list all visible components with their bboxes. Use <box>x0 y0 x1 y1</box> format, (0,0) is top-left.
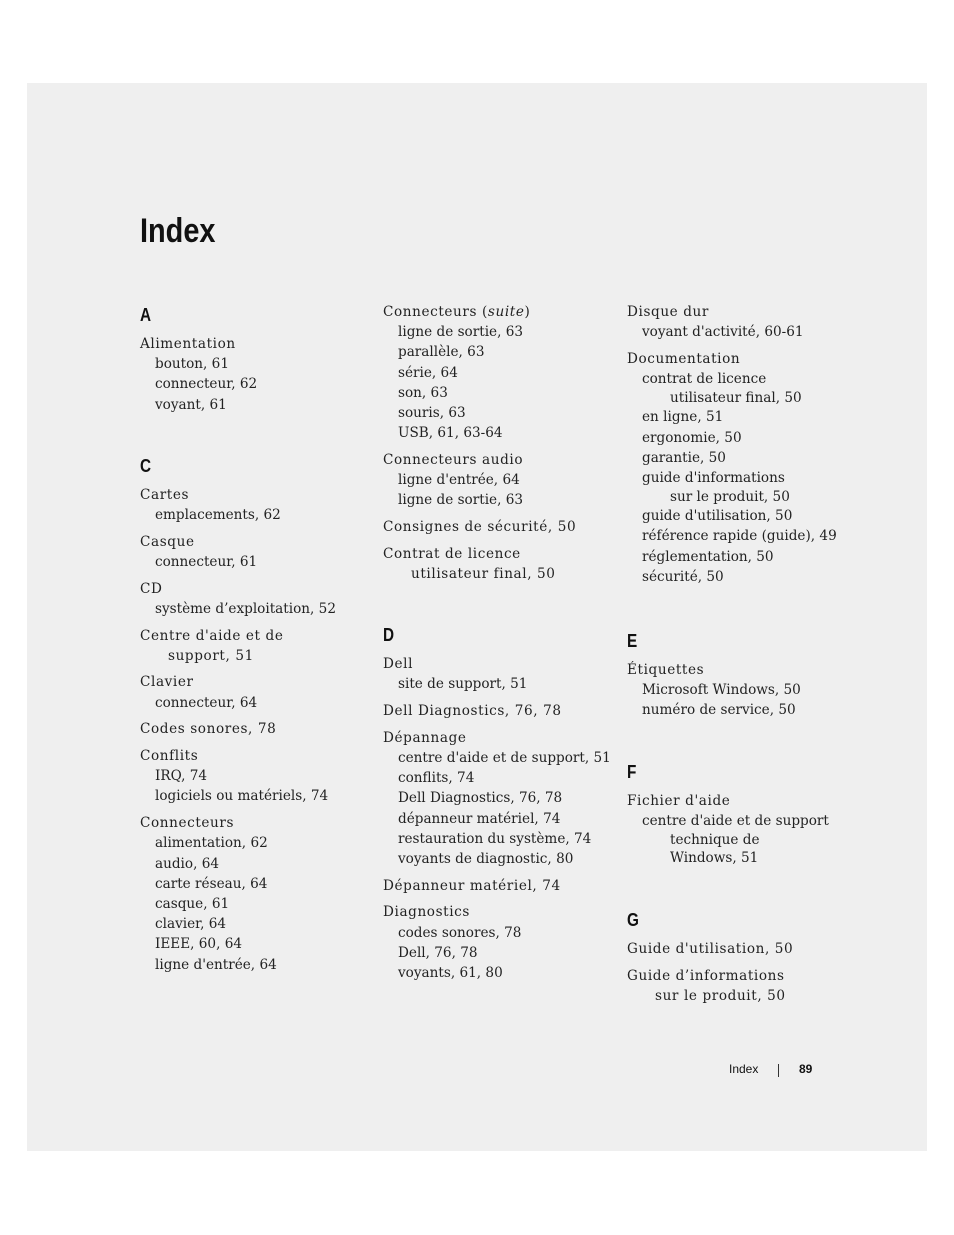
index-subentry: conflits, 74 <box>398 770 475 787</box>
index-entry: Étiquettes <box>627 661 705 678</box>
index-subentry: dépanneur matériel, 74 <box>398 810 561 827</box>
index-subentry: Dell Diagnostics, 76, 78 <box>398 790 563 807</box>
index-subentry: en ligne, 51 <box>642 409 724 426</box>
index-subentry: ligne d'entrée, 64 <box>398 472 520 489</box>
index-subentry: système d’exploitation, 52 <box>155 600 336 617</box>
index-entry: Consignes de sécurité, 50 <box>383 519 577 536</box>
index-subentry: carte réseau, 64 <box>155 875 268 892</box>
index-subentry: Microsoft Windows, 50 <box>642 682 801 699</box>
index-subentry-continued: Windows, 51 <box>670 849 759 866</box>
index-subentry: voyant, 61 <box>155 396 227 413</box>
index-subentry: audio, 64 <box>155 855 220 872</box>
index-subentry: Dell, 76, 78 <box>398 944 478 961</box>
index-subentry: numéro de service, 50 <box>642 702 796 719</box>
index-entry: Fichier d'aide <box>627 792 731 809</box>
index-subentry: IRQ, 74 <box>155 768 208 785</box>
index-entry-label: ) <box>524 304 531 320</box>
index-subentry-continued: technique de <box>670 831 760 848</box>
index-subentry: voyants de diagnostic, 80 <box>398 850 574 867</box>
index-subentry: voyant d'activité, 60-61 <box>642 324 804 341</box>
index-subentry: ligne de sortie, 63 <box>398 324 524 341</box>
index-subentry: série, 64 <box>398 364 458 381</box>
index-subentry: contrat de licence <box>642 371 767 388</box>
section-letter-d: D <box>383 625 395 646</box>
index-column-3 <box>627 300 867 1006</box>
section-letter-f: F <box>627 761 637 782</box>
index-subentry-continued: sur le produit, 50 <box>670 489 790 506</box>
index-entry: Dépanneur matériel, 74 <box>383 877 561 894</box>
index-entry: Clavier <box>140 674 194 691</box>
index-subentry: garantie, 50 <box>642 449 726 466</box>
index-subentry: centre d'aide et de support, 51 <box>398 749 611 766</box>
section-letter-c: C <box>140 455 152 476</box>
index-subentry: IEEE, 60, 64 <box>155 936 243 953</box>
footer-section-label: Index <box>729 1062 759 1076</box>
index-entry-continued: utilisateur final, 50 <box>411 565 556 582</box>
index-subentry: référence rapide (guide), 49 <box>642 528 837 545</box>
index-entry: Centre d'aide et de <box>140 627 284 644</box>
index-subentry: connecteur, 61 <box>155 553 258 570</box>
index-entry: Contrat de licence <box>383 545 521 562</box>
index-entry: Cartes <box>140 486 190 503</box>
index-subentry: logiciels ou matériels, 74 <box>155 788 329 805</box>
index-subentry: ligne de sortie, 63 <box>398 492 524 509</box>
index-subentry: réglementation, 50 <box>642 548 774 565</box>
index-subentry-continued: utilisateur final, 50 <box>670 390 802 407</box>
index-entry: Connecteurs audio <box>383 451 524 468</box>
index-entry: Diagnostics <box>383 904 470 921</box>
index-entry: Conflits <box>140 748 199 765</box>
index-subentry: bouton, 61 <box>155 356 229 373</box>
index-subentry: guide d'utilisation, 50 <box>642 508 793 525</box>
page-title: Index <box>140 212 216 250</box>
index-subentry: sécurité, 50 <box>642 568 724 585</box>
index-subentry: voyants, 61, 80 <box>398 964 503 981</box>
index-entry: Codes sonores, 78 <box>140 721 277 738</box>
index-entry-label: Connecteurs ( <box>383 304 488 320</box>
index-entry: Casque <box>140 533 195 550</box>
index-entry: Guide d'utilisation, 50 <box>627 940 794 957</box>
index-subentry: codes sonores, 78 <box>398 924 522 941</box>
index-entry: CD <box>140 580 163 597</box>
index-subentry: connecteur, 64 <box>155 694 258 711</box>
section-letter-e: E <box>627 630 638 651</box>
index-column-1 <box>140 300 380 975</box>
index-entry: Documentation <box>627 350 741 367</box>
section-letter-a: A <box>140 305 152 325</box>
suite-label: suite <box>487 304 525 320</box>
index-entry: Dell <box>383 656 414 673</box>
index-column-2 <box>383 300 623 983</box>
index-subentry: son, 63 <box>398 384 448 401</box>
index-entry-continued-header <box>383 302 623 322</box>
index-entry: Alimentation <box>140 336 236 352</box>
index-entry: Connecteurs <box>140 815 235 832</box>
index-entry: Dell Diagnostics, 76, 78 <box>383 703 562 720</box>
footer-divider <box>778 1064 779 1077</box>
index-subentry: connecteur, 62 <box>155 376 258 393</box>
index-subentry: centre d'aide et de support <box>642 812 829 829</box>
index-subentry: souris, 63 <box>398 405 466 422</box>
section-letter-g: G <box>627 909 639 930</box>
page-number: 89 <box>799 1062 813 1076</box>
index-subentry: parallèle, 63 <box>398 344 485 361</box>
index-entry-continued: support, 51 <box>168 647 254 664</box>
index-entry: Guide d’informations <box>627 967 785 984</box>
index-entry-continued: sur le produit, 50 <box>655 987 786 1004</box>
index-subentry: ergonomie, 50 <box>642 429 742 446</box>
index-entry: Disque dur <box>627 304 710 320</box>
index-subentry: guide d'informations <box>642 469 785 486</box>
index-subentry: clavier, 64 <box>155 916 227 933</box>
index-subentry: emplacements, 62 <box>155 507 281 524</box>
index-subentry: restauration du système, 74 <box>398 830 592 847</box>
index-subentry: ligne d'entrée, 64 <box>155 956 277 973</box>
index-subentry: USB, 61, 63-64 <box>398 425 503 442</box>
index-subentry: casque, 61 <box>155 895 230 912</box>
index-subentry: alimentation, 62 <box>155 835 268 852</box>
index-entry: Dépannage <box>383 729 467 746</box>
index-subentry: site de support, 51 <box>398 676 528 693</box>
